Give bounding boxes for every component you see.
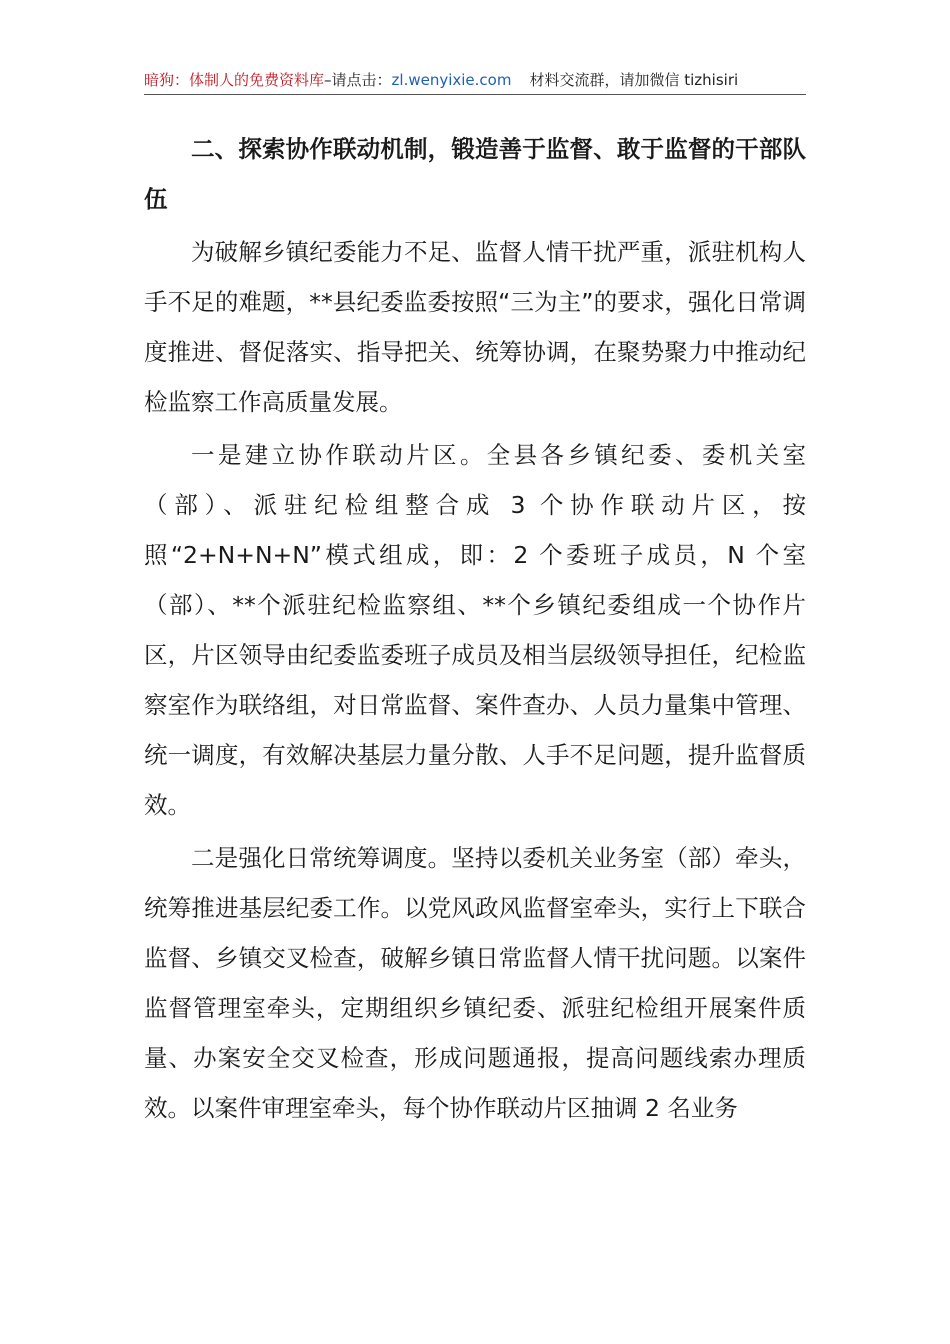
header-wechat: 材料交流群，请加微信 tizhisiri	[529, 71, 739, 89]
header-prompt: –请点击：	[324, 71, 392, 89]
paragraph-intro: 为破解乡镇纪委能力不足、监督人情干扰严重，派驻机构人手不足的难题，**县纪委监委按照“三为主”的要求，强化日常调度推进、督促落实、指导把关、统筹协调，在聚势聚力中推动纪检监察工作高质量发展。	[144, 238, 806, 416]
header-site-name: 暗狗：体制人的免费资料库	[144, 71, 325, 89]
header-link[interactable]: zl.wenyixie.com	[391, 71, 512, 89]
paragraph-point-1: 一是建立协作联动片区。全县各乡镇纪委、委机关室（部）、派驻纪检组整合成 3 个协作联动片区，按照“2+N+N+N”模式组成，即：2 个委班子成员，N 个室（部）、**个派驻纪检监察组、**个乡镇纪委组成一个协作片区，片区领导由纪委监委班子成员及相当层级领导担任，纪检监察室作为联络组，对日常监督、案件查办、人员力量集中管理、统一调度，有效解决基层力量分散、人手不足问题，提升监督质效。	[144, 441, 806, 819]
paragraph-point-2: 二是强化日常统筹调度。坚持以委机关业务室（部）牵头，统筹推进基层纪委工作。以党风政风监督室牵头，实行上下联合监督、乡镇交叉检查，破解乡镇日常监督人情干扰问题。以案件监督管理室牵头，定期组织乡镇纪委、派驻纪检组开展案件质量、办案安全交叉检查，形成问题通报，提高问题线索办理质效。以案件审理室牵头，每个协作联动片区抽调 2 名业务	[144, 844, 806, 1122]
page-header	[144, 66, 806, 95]
section-heading: 二、探索协作联动机制，锻造善于监督、敢于监督的干部队伍	[144, 135, 806, 213]
document-body	[144, 124, 806, 1133]
